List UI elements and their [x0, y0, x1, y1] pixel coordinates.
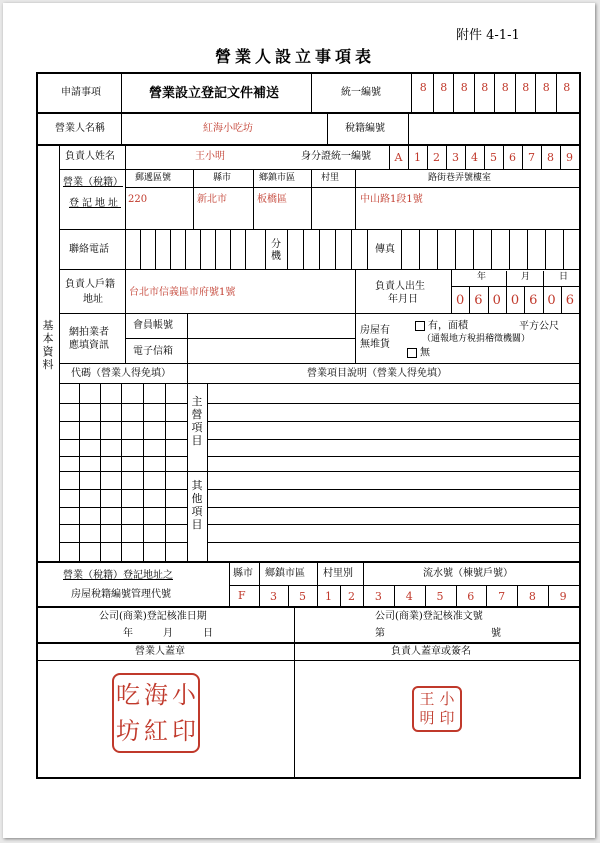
house-stock-note: （通報地方稅捐稽徵機關）	[422, 334, 531, 344]
id-digit: 8	[547, 151, 554, 164]
address-county-value: 新北市	[197, 194, 227, 205]
uniform-digit: 8	[501, 81, 509, 94]
application-value: 營業設立登記文件補送	[149, 86, 280, 101]
address-postal-value: 220	[128, 194, 148, 205]
address-township-value: 板橋區	[257, 194, 287, 205]
birth-digit: 6	[474, 293, 483, 308]
birth-digit: 0	[547, 293, 556, 308]
responsible-label: 負責人姓名	[65, 151, 115, 162]
address-label-line1: 營業（稅籍）	[63, 177, 123, 188]
id-digit: 6	[509, 151, 516, 164]
address-header-village: 村里	[321, 173, 340, 183]
attachment-number: 附件 4-1-1	[456, 28, 520, 43]
application-label: 申請事項	[61, 87, 101, 98]
household-value: 台北市信義區市府號1號	[129, 287, 236, 298]
birth-day-label: 日	[559, 272, 569, 282]
code-digit: 6	[467, 590, 475, 603]
form-sheet	[3, 3, 595, 838]
person-stamp-label: 負責人蓋章或簽名	[391, 646, 471, 657]
area-unit: 平方公尺	[519, 321, 559, 332]
id-digit: 1	[414, 151, 421, 164]
tax-address-label-line2: 房屋稅籍編號管理代號	[71, 589, 171, 600]
uniform-number-label: 統一編號	[341, 87, 381, 98]
description-column-header: 營業項目說明（營業人得免填）	[307, 368, 447, 379]
company-stamp-label: 營業人蓋章	[135, 646, 185, 657]
code-digit: 8	[528, 590, 536, 603]
address-header-postal: 郵遞區號	[135, 173, 172, 183]
seal-char: 印	[172, 717, 196, 745]
house-stock-label-line1: 房屋有	[360, 325, 390, 336]
birth-year-label: 年	[477, 272, 487, 282]
uniform-digit: 8	[481, 81, 489, 94]
birth-digits	[451, 293, 579, 308]
seal-char: 紅	[144, 717, 168, 745]
id-digit: 4	[471, 151, 478, 164]
page-title: 營業人設立事項表	[215, 47, 376, 66]
birth-label-line2: 年月日	[388, 294, 418, 305]
code-township-header: 鄉鎮市區	[265, 568, 305, 579]
business-name-label: 營業人名稱	[55, 123, 105, 134]
approval-day: 日	[203, 628, 213, 639]
code-serial-digits	[363, 590, 579, 603]
option-yes-text: 有，面積	[428, 320, 468, 332]
code-digit: 5	[299, 590, 306, 603]
uniform-digit: 8	[563, 81, 571, 94]
approval-number-prefix: 第	[375, 628, 385, 639]
address-header-township: 鄉鎮市區	[259, 173, 296, 183]
code-digit: 7	[498, 590, 506, 603]
uniform-digit: 8	[440, 81, 448, 94]
online-label-line2: 應填資訊	[69, 340, 109, 351]
id-digit: 3	[452, 151, 459, 164]
person-seal	[412, 686, 462, 732]
uniform-digit: 8	[419, 81, 427, 94]
member-account-label: 會員帳號	[133, 320, 173, 331]
code-column-header: 代碼（營業人得免填）	[71, 368, 171, 379]
code-digit: 1	[325, 590, 332, 603]
code-digit: 5	[436, 590, 444, 603]
code-village-header: 村里別	[323, 568, 353, 579]
code-digit: 4	[405, 590, 413, 603]
uniform-digit: 8	[542, 81, 550, 94]
birth-digit: 0	[510, 293, 520, 308]
company-seal	[112, 673, 200, 753]
code-digit: 3	[270, 590, 277, 603]
address-header-street: 路街巷弄號樓室	[428, 173, 492, 183]
online-label-line1: 網拍業者	[69, 327, 109, 338]
id-number-label: 身分證統一編號	[301, 151, 371, 162]
household-label-line2: 地址	[83, 294, 103, 305]
other-items-label: 其他項目	[191, 479, 203, 531]
id-digit: 7	[528, 151, 535, 164]
code-digit: 2	[348, 590, 355, 603]
id-digit: 5	[490, 151, 497, 164]
uniform-digit: 8	[460, 81, 468, 94]
birth-digit: 6	[529, 293, 538, 308]
seal-char: 明	[419, 709, 435, 727]
yes-checkbox[interactable]	[415, 321, 425, 331]
birth-label-line1: 負責人出生	[375, 281, 425, 292]
code-county-header: 縣市	[233, 568, 253, 579]
seal-char: 王	[419, 690, 435, 708]
uniform-digit: 8	[522, 81, 530, 94]
extension-label: 分機	[271, 239, 281, 262]
code-county-value: F	[238, 589, 246, 602]
option-no-text: 無	[420, 347, 430, 359]
seal-char: 海	[144, 681, 168, 709]
address-header-county: 縣市	[213, 173, 232, 183]
tax-address-label-line1: 營業（稅籍）登記地址之	[63, 570, 173, 581]
basic-info-label: 基本資料	[42, 319, 54, 371]
seal-char: 小	[172, 681, 196, 709]
business-name-value: 紅海小吃坊	[203, 123, 253, 134]
approval-date-label: 公司(商業)登記核准日期	[99, 611, 207, 622]
approval-number-suffix: 號	[491, 628, 501, 639]
seal-char: 印	[439, 709, 455, 727]
address-label-line2: 登記地址	[69, 198, 121, 209]
seal-char: 吃	[116, 681, 140, 709]
household-label-line1: 負責人戶籍	[65, 279, 115, 290]
house-stock-label-line2: 無堆貨	[360, 339, 390, 350]
responsible-value: 王小明	[195, 151, 225, 162]
approval-number-label: 公司(商業)登記核准文號	[375, 611, 483, 622]
main-items-label: 主營項目	[191, 395, 203, 447]
address-street-value: 中山路1段1號	[360, 194, 423, 205]
email-label: 電子信箱	[133, 346, 173, 357]
approval-month: 月	[163, 628, 173, 639]
seal-char: 坊	[116, 717, 140, 745]
birth-digit: 0	[492, 293, 501, 308]
code-digit: 3	[374, 590, 382, 603]
approval-year: 年	[123, 628, 133, 639]
house-stock-option-yes[interactable]	[415, 321, 468, 332]
tax-number-label: 稅籍編號	[345, 123, 385, 134]
seal-char: 小	[439, 690, 455, 708]
id-digit: A	[394, 151, 403, 164]
id-digit: 2	[433, 151, 440, 164]
house-stock-option-no[interactable]	[407, 348, 430, 359]
uniform-number-digits	[413, 81, 577, 94]
birth-month-label: 月	[521, 272, 531, 282]
code-serial-header: 流水號（棟號戶號）	[423, 568, 513, 579]
phone-label: 聯絡電話	[69, 244, 109, 255]
id-digit: 9	[566, 151, 573, 164]
fax-label: 傳真	[375, 244, 395, 255]
birth-digit: 6	[565, 293, 574, 308]
birth-digit: 0	[456, 293, 465, 308]
code-digit: 9	[559, 590, 567, 603]
no-checkbox[interactable]	[407, 348, 417, 358]
